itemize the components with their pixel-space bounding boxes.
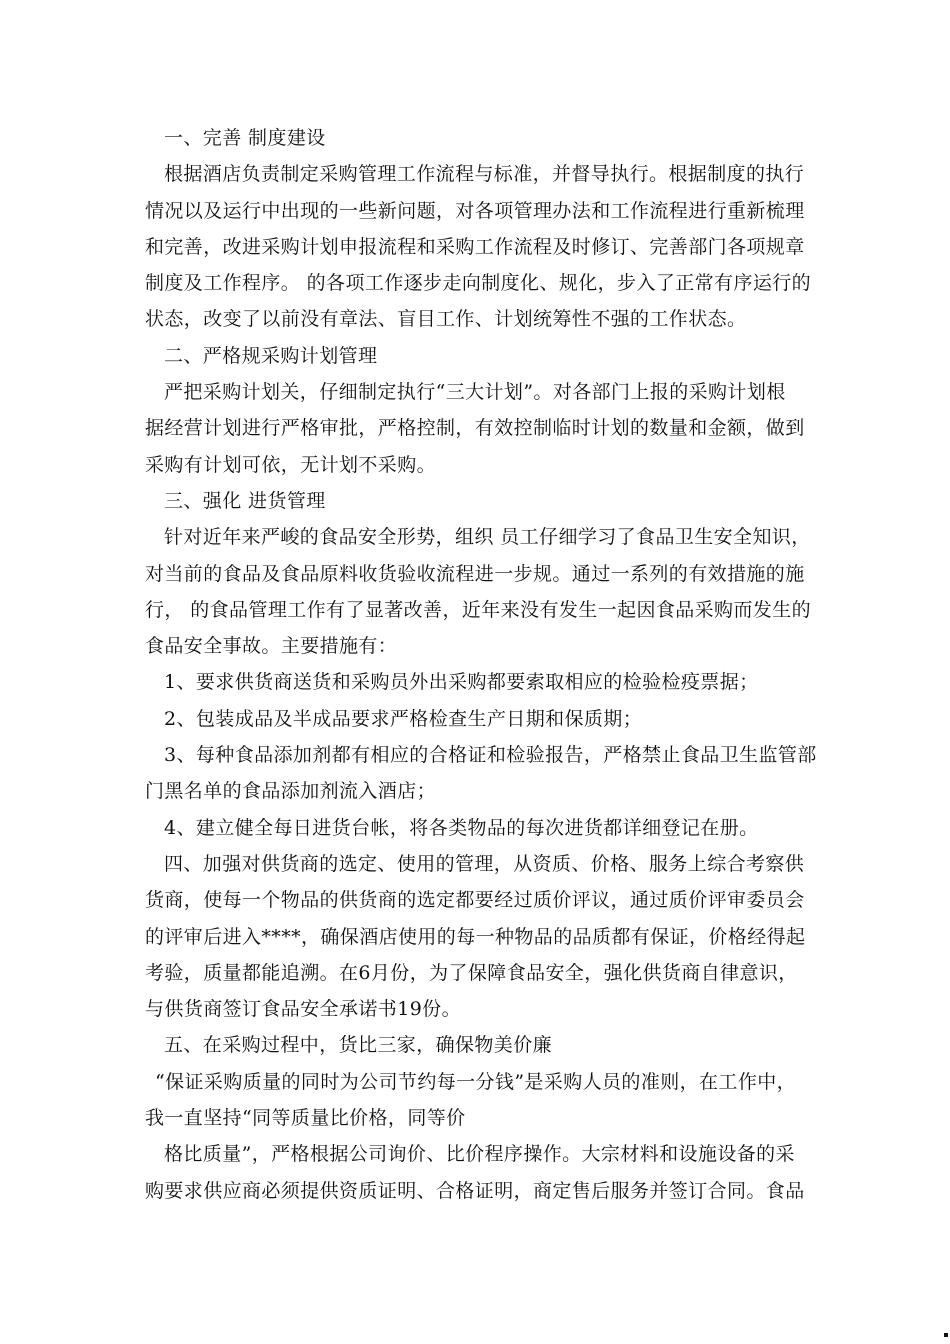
section-heading-1: 一、完善 制度建设 <box>164 127 326 149</box>
list-item: 2、包装成品及半成品要求严格检查生产日期和保质期； <box>164 707 643 730</box>
section-heading-5: 五、在采购过程中，货比三家，确保物美价廉 <box>164 1034 553 1057</box>
section-heading-3: 三、强化 进货管理 <box>164 489 326 512</box>
paragraph-line: 行， 的食品管理工作有了显著改善，近年来没有发生一起因食品采购而发生的 <box>145 598 812 621</box>
paragraph-line: 的评审后进入****，确保酒店使用的每一种物品的品质都有保证，价格经得起 <box>145 925 806 948</box>
paragraph-line: 对当前的食品及食品原料收货验收流程进一步规。通过一系列的有效措施的施 <box>145 562 805 585</box>
document-body <box>145 120 817 1209</box>
paragraph-line: 货商，使每一个物品的供货商的选定都要经过质价评议，通过质价评审委员会 <box>145 889 805 912</box>
paragraph-line: “保证采购质量的同时为公司节约每一分钱”是采购人员的准则，在工作中， <box>155 1070 797 1093</box>
paragraph-line: 根据酒店负责制定采购管理工作流程与标准，并督导执行。根据制度的执行 <box>164 163 805 186</box>
list-item: 1、要求供货商送货和采购员外出采购都要索取相应的检验检疫票据； <box>164 671 759 694</box>
section-heading-2: 二、严格规采购计划管理 <box>164 344 378 367</box>
paragraph-line: 严把采购计划关，仔细制定执行“三大计划”。对各部门上报的采购计划根 <box>164 381 786 404</box>
paragraph-line: 购要求供应商必须提供资质证明、合格证明，商定售后服务并签订合同。食品 <box>145 1179 805 1202</box>
section-heading-4: 四、加强对供货商的选定、使用的管理，从资质、价格、服务上综合考察供 <box>164 852 805 875</box>
paragraph-line: 食品安全事故。主要措施有： <box>145 635 398 658</box>
paragraph-line: 考验，质量都能追溯。在6月份，为了保障食品安全，强化供货商自律意识， <box>145 961 798 984</box>
list-item: 4、建立健全每日进货台帐，将各类物品的每次进货都详细登记在册。 <box>164 816 759 839</box>
page-corner-mark <box>944 1333 948 1337</box>
paragraph-line: 针对近年来严峻的食品安全形势，组织 员工仔细学习了食品卫生安全知识， <box>164 526 811 549</box>
paragraph-line: 与供货商签订食品安全承诺书19份。 <box>145 998 461 1021</box>
paragraph-line: 我一直坚持“同等质量比价格，同等价 <box>145 1107 466 1130</box>
paragraph-line: 情况以及运行中出现的一些新问题，对各项管理办法和工作流程进行重新梳理 <box>145 199 805 222</box>
list-item: 3、每种食品添加剂都有相应的合格证和检验报告，严格禁止食品卫生监管部 <box>164 744 817 767</box>
paragraph-line: 据经营计划进行严格审批，严格控制，有效控制临时计划的数量和金额，做到 <box>145 417 805 440</box>
paragraph-line: 采购有计划可依，无计划不采购。 <box>145 453 437 476</box>
paragraph-line: 和完善，改进采购计划申报流程和采购工作流程及时修订、完善部门各项规章 <box>145 235 805 258</box>
list-item-continuation: 门黑名单的食品添加剂流入酒店； <box>145 780 437 803</box>
paragraph-line: 格比质量”，严格根据公司询价、比价程序操作。大宗材料和设施设备的采 <box>164 1143 795 1166</box>
paragraph-line: 状态，改变了以前没有章法、盲目工作、计划统筹性不强的工作状态。 <box>145 308 747 331</box>
paragraph-line: 制度及工作程序。 的各项工作逐步走向制度化、规化，步入了正常有序运行的 <box>145 272 812 295</box>
